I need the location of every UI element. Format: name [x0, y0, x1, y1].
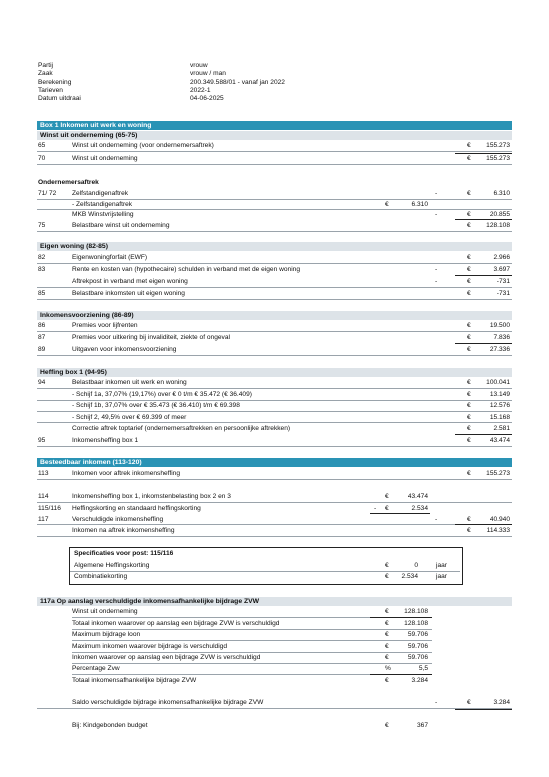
row-divider — [37, 388, 512, 389]
row-amount: -731 — [496, 278, 510, 285]
row-sign: - — [435, 278, 438, 285]
currency-symbol: € — [385, 505, 389, 512]
zvw-description: Totaal inkomensafhankelijke bijdrage ZVW — [72, 677, 197, 684]
row-description: Belastbare winst uit onderneming — [72, 222, 170, 229]
sum-line — [455, 434, 512, 435]
row-description: - Schijf 2, 49,5% over € 69.399 of meer — [72, 414, 187, 421]
row-divider — [37, 524, 512, 525]
specificaties-title: Specificaties voor post: 115/116 — [74, 550, 174, 557]
currency-symbol: € — [467, 516, 471, 523]
row-code: 82 — [38, 254, 46, 261]
meta-label: Zaak — [38, 70, 53, 78]
row-divider — [37, 502, 512, 503]
row-sign: - — [435, 190, 438, 197]
sum-line — [455, 275, 512, 276]
currency-symbol: € — [467, 346, 471, 353]
currency-symbol: € — [467, 699, 471, 706]
spec-description: Combinatiekorting — [74, 573, 128, 580]
currency-symbol: % — [385, 665, 391, 672]
meta-value: 200.349.588/01 - vanaf jan 2022 — [190, 78, 285, 86]
row-code: 75 — [38, 222, 46, 229]
zvw-amount: 128.108 — [404, 620, 428, 627]
row-code: 115/116 — [38, 505, 61, 512]
row-divider — [37, 479, 512, 480]
section-header-besteedbaar: Besteedbaar inkomen (113-120) — [37, 458, 512, 467]
row-sign: - — [435, 516, 438, 523]
zvw-amount: 59.706 — [407, 654, 428, 661]
row-divider — [37, 209, 512, 210]
row-code: 65 — [38, 142, 46, 149]
row-divider — [37, 199, 512, 200]
currency-symbol: € — [385, 722, 389, 729]
row-amount: 43.474 — [407, 493, 428, 500]
meta-label: Berekening — [38, 78, 72, 86]
row-code: 87 — [38, 334, 46, 341]
row-amount: 6.310 — [411, 201, 428, 208]
row-amount: 43.474 — [489, 437, 510, 444]
subsection-title: Ondernemersaftrek — [38, 179, 99, 186]
currency-symbol: € — [467, 222, 471, 229]
row-description: Eigenwoningforfait (EWF) — [72, 254, 148, 261]
currency-symbol: € — [467, 391, 471, 398]
row-description: Winst uit onderneming — [72, 155, 138, 162]
row-amount: 19.500 — [489, 322, 510, 329]
row-code: 83 — [38, 266, 46, 273]
currency-symbol: € — [385, 631, 389, 638]
row-divider — [37, 536, 512, 537]
currency-symbol: € — [467, 266, 471, 273]
subsection-winst: Winst uit onderneming (65-75) — [37, 131, 512, 140]
currency-symbol: € — [467, 414, 471, 421]
currency-symbol: € — [467, 254, 471, 261]
sum-line — [455, 343, 512, 344]
row-divider — [37, 287, 512, 288]
row-sign: - — [435, 699, 438, 706]
row-description: Belastbaar inkomen uit werk en woning — [72, 379, 187, 386]
currency-symbol: € — [467, 425, 471, 432]
row-amount: 20.855 — [489, 211, 510, 218]
row-description: Inkomensheffing box 1 — [72, 437, 139, 444]
sum-line — [370, 674, 432, 675]
currency-symbol: € — [467, 322, 471, 329]
row-code: 71/ 72 — [38, 190, 57, 197]
row-amount: 2.966 — [493, 254, 510, 261]
row-description: Verschuldigde inkomensheffing — [72, 516, 164, 523]
zvw-amount: 59.706 — [407, 631, 428, 638]
currency-symbol: € — [467, 437, 471, 444]
meta-value: 2022-1 — [190, 86, 211, 94]
sum-line — [370, 513, 430, 514]
currency-symbol: € — [467, 334, 471, 341]
currency-symbol: € — [467, 290, 471, 297]
row-divider — [37, 164, 512, 165]
spec-unit: jaar — [436, 562, 447, 569]
meta-value: vrouw / man — [190, 70, 226, 78]
currency-symbol: € — [385, 573, 389, 580]
row-description: MKB Winstvrijstelling — [72, 211, 134, 218]
row-description: Aftrekpost in verband met eigen woning — [72, 278, 188, 285]
meta-label: Tarieven — [38, 86, 63, 94]
row-amount: 6.310 — [493, 190, 510, 197]
row-description: Rente en kosten van (hypothecaire) schulden in verband met de eigen woning — [72, 266, 300, 273]
sum-line — [455, 219, 512, 220]
row-amount: 12.576 — [489, 402, 510, 409]
row-divider — [37, 411, 512, 412]
sum-line — [370, 617, 432, 618]
meta-label: Partij — [38, 62, 54, 69]
row-description: Correctie aftrek toptarief (ondernemersaftrekken en persoonlijke aftrekken) — [72, 425, 291, 432]
currency-symbol: € — [467, 155, 471, 162]
zvw-description: Winst uit onderneming — [72, 608, 138, 615]
currency-symbol: € — [385, 562, 389, 569]
zvw-divider — [72, 652, 432, 653]
row-amount: 155.273 — [486, 470, 510, 477]
row-code: 86 — [38, 322, 46, 329]
currency-symbol: € — [467, 190, 471, 197]
currency-symbol: € — [385, 608, 389, 615]
zvw-amount: 3.284 — [411, 677, 428, 684]
row-amount: 15.168 — [489, 414, 510, 421]
zvw-divider — [72, 663, 432, 664]
zvw-divider — [72, 640, 432, 641]
currency-symbol: € — [467, 278, 471, 285]
kindgebonden-description: Bij: Kindgebonden budget — [72, 722, 148, 729]
row-description: Premies voor lijfrenten — [72, 322, 138, 329]
zvw-divider — [72, 629, 432, 630]
spec-amount: 0 — [414, 562, 418, 569]
row-description: Winst uit onderneming (voor ondernemersaftrek) — [72, 142, 214, 149]
zvw-description: Maximum inkomen waarover bijdrage is verschuldigd — [72, 643, 228, 650]
spec-divider — [70, 571, 460, 572]
row-sign: - — [435, 266, 438, 273]
row-amount: 3.697 — [493, 266, 510, 273]
row-amount: 7.836 — [493, 334, 510, 341]
row-divider — [37, 400, 512, 401]
row-amount: -731 — [496, 290, 510, 297]
row-divider — [37, 331, 512, 332]
subsection-inkomensvoorziening: Inkomensvoorziening (86-89) — [37, 311, 512, 320]
row-sign: - — [374, 505, 377, 512]
row-divider — [37, 299, 512, 300]
row-amount: 155.273 — [486, 142, 510, 149]
kindgebonden-amount: 367 — [416, 722, 428, 729]
row-amount: 13.149 — [489, 391, 510, 398]
row-description: - Zelfstandigenaftrek — [72, 201, 133, 208]
section-header-box1: Box 1 Inkomen uit werk en woning — [37, 121, 512, 130]
row-code: 114 — [38, 493, 49, 500]
row-divider — [37, 151, 512, 152]
zvw-amount: 59.706 — [407, 643, 428, 650]
row-description: Saldo verschuldigde bijdrage inkomensafhankelijke bijdrage ZVW — [72, 699, 264, 706]
spec-unit: jaar — [436, 573, 447, 580]
row-description: Belastbare inkomsten uit eigen woning — [72, 290, 185, 297]
row-amount: 3.284 — [493, 699, 510, 706]
row-amount: 40.940 — [489, 516, 510, 523]
spec-amount: 2.534 — [401, 573, 418, 580]
currency-symbol: € — [385, 654, 389, 661]
row-description: Inkomen voor aftrek inkomensheffing — [72, 470, 181, 477]
sum-line — [455, 524, 512, 525]
row-description: Inkomen na aftrek inkomensheffing — [72, 527, 175, 534]
meta-label: Datum uitdraai — [38, 95, 81, 103]
spec-description: Algemene Heffingskorting — [74, 562, 150, 569]
row-code: 95 — [38, 437, 46, 444]
zvw-description: Percentage Zvw — [72, 665, 120, 672]
row-amount: 128.108 — [486, 222, 510, 229]
currency-symbol: € — [385, 620, 389, 627]
currency-symbol: € — [467, 527, 471, 534]
zvw-amount: 5,5 — [418, 665, 428, 672]
currency-symbol: € — [385, 201, 389, 208]
meta-value: vrouw — [190, 62, 208, 69]
row-description: - Schijf 1b, 37,07% over € 35.473 (€ 36.410) t/m € 69.398 — [72, 402, 240, 409]
meta-value: 04-06-2025 — [190, 95, 224, 103]
row-code: 85 — [38, 290, 46, 297]
currency-symbol: € — [467, 142, 471, 149]
sum-line — [455, 709, 512, 710]
currency-symbol: € — [385, 493, 389, 500]
row-amount: 2.534 — [411, 505, 428, 512]
row-code: 117 — [38, 516, 49, 523]
zvw-description: Inkomen waarover op aanslag een bijdrage ZVW is verschuldigd — [72, 654, 261, 661]
currency-symbol: € — [467, 379, 471, 386]
row-description: - Schijf 1a, 37,07% (19,17%) over € 0 t/m € 35.472 (€ 36.409) — [72, 391, 252, 398]
sum-line — [455, 153, 512, 154]
row-description: Heffingskorting en standaard heffingskorting — [72, 505, 201, 512]
row-divider — [37, 708, 512, 709]
row-code: 89 — [38, 346, 46, 353]
row-amount: 27.336 — [489, 346, 510, 353]
row-description: Inkomensheffing box 1, inkomstenbelasting box 2 en 3 — [72, 493, 231, 500]
row-amount: 100.041 — [486, 379, 510, 386]
zvw-description: Totaal inkomen waarover op aanslag een bijdrage ZVW is verschuldigd — [72, 620, 280, 627]
currency-symbol: € — [467, 211, 471, 218]
row-description: Premies voor uitkering bij invaliditeit, ziekte of ongeval — [72, 334, 230, 341]
row-code: 113 — [38, 470, 49, 477]
currency-symbol: € — [467, 470, 471, 477]
currency-symbol: € — [385, 677, 389, 684]
row-amount: 2.581 — [493, 425, 510, 432]
row-code: 70 — [38, 155, 46, 162]
row-code: 94 — [38, 379, 46, 386]
row-divider — [37, 446, 512, 447]
zvw-description: Maximum bijdrage loon — [72, 631, 141, 638]
row-divider — [37, 422, 512, 423]
row-description: Uitgaven voor inkomensvoorziening — [72, 346, 177, 353]
row-amount: 155.273 — [486, 155, 510, 162]
row-divider — [37, 355, 512, 356]
row-divider — [37, 263, 512, 264]
subsection-zvw: 117a Op aanslag verschuldigde inkomensafhankelijke bijdrage ZVW — [37, 597, 512, 606]
currency-symbol: € — [467, 402, 471, 409]
subsection-eigen-woning: Eigen woning (82-85) — [37, 242, 512, 251]
row-sign: - — [435, 211, 438, 218]
row-divider — [37, 231, 512, 232]
subsection-heffing: Heffing box 1 (94-95) — [37, 368, 512, 377]
row-amount: 114.333 — [486, 527, 510, 534]
zvw-amount: 128.108 — [404, 608, 428, 615]
currency-symbol: € — [385, 643, 389, 650]
row-description: Zelfstandigenaftrek — [72, 190, 129, 197]
